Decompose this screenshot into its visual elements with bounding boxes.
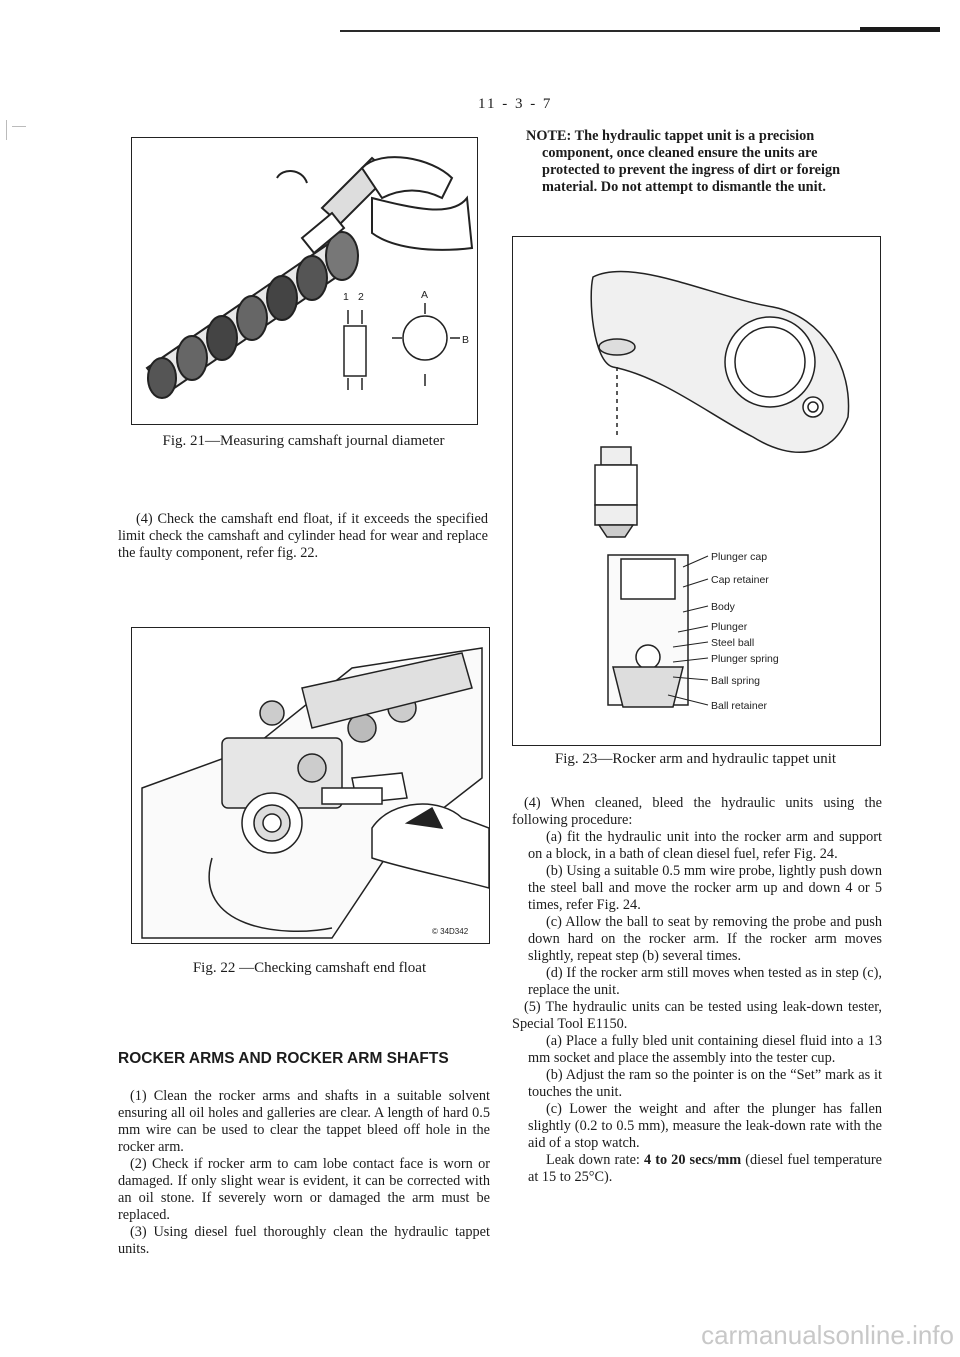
end-float-illustration [132,628,489,943]
note-body: component, once cleaned ensure the units are protected to prevent the ingress of dirt or foreign material. Do not attempt to dismantle the unit. [542,145,841,195]
step-5a: (a) Place a fully bled unit containing diesel fluid into a 13 mm socket and place the assembly into the tester cup. [528,1033,882,1066]
note-block [526,128,871,196]
camshaft-measuring-illustration [132,138,477,424]
step-5: (5) The hydraulic units can be tested using leak-down tester, Special Tool E1150. [512,999,882,1032]
step-4: (4) When cleaned, bleed the hydraulic units using the following procedure: [512,795,882,828]
fig23-caption: Fig. 23—Rocker arm and hydraulic tappet unit [554,751,837,767]
part-cap-retainer: Cap retainer [711,574,769,586]
footer-watermark: carmanualsonline.info [701,1320,954,1350]
margin-mark [6,120,7,140]
figure-23 [512,236,881,746]
part-plunger-spring: Plunger spring [711,653,779,665]
figure-21 [131,137,478,425]
bleed-procedure [512,795,882,1186]
left-paragraph-4: (4) Check the camshaft end float, if it exceeds the specified limit check the camshaft and cylinder head for wear and replace the faulty component, refer fig. 22. [118,511,488,561]
fig21-caption: Fig. 21—Measuring camshaft journal diameter [162,433,445,449]
part-body: Body [711,601,735,613]
label-1: 1 [343,291,349,303]
step-4a: (a) fit the hydraulic unit into the rocker arm and support on a block, in a bath of clean diesel fuel, refer Fig. 24. [528,829,882,862]
section-heading: ROCKER ARMS AND ROCKER ARM SHAFTS [118,1050,449,1067]
part-steel-ball: Steel ball [711,637,755,649]
label-2: 2 [358,291,364,303]
part-plunger-cap: Plunger cap [711,551,768,563]
step-5b: (b) Adjust the ram so the pointer is on the “Set” mark as it touches the unit. [528,1067,882,1100]
rocker-step-1: (1) Clean the rocker arms and shafts in a suitable solvent ensuring all oil holes and galleries are clear. A length of hard 0.5 mm wire can be used to clear the tappet bleed off hole in the rocker arm. [118,1088,490,1155]
fig22-caption: Fig. 22 —Checking camshaft end float [192,960,427,976]
top-rule [340,30,940,32]
part-ball-spring: Ball spring [711,675,761,687]
figure-22 [131,627,490,944]
rocker-step-3: (3) Using diesel fuel thoroughly clean the hydraulic tappet units. [118,1224,490,1257]
leak-rate-line [512,1152,882,1186]
leak-value: 4 to 20 secs/mm [643,1152,742,1168]
rocker-arm-tappet-illustration [513,237,880,745]
rocker-steps [118,1088,490,1258]
label-b: B [462,334,470,346]
top-rule-thick [860,27,940,32]
leak-prefix: Leak down rate: [546,1152,644,1168]
leak-suffix: (diesel fuel temperature at 15 to 25°C). [528,1152,883,1185]
step-4c: (c) Allow the ball to seat by removing the probe and push down hard on the rocker arm. If the rocker arm moves slightly, repeat step (b) several times. [528,914,882,964]
note-head: NOTE: The hydraulic tappet unit is a precision [526,128,815,144]
part-ball-retainer: Ball retainer [711,700,768,712]
part-plunger: Plunger [711,621,748,633]
label-a: A [421,289,429,301]
step-4d: (d) If the rocker arm still moves when tested as in step (c), replace the unit. [528,965,882,998]
step-4b: (b) Using a suitable 0.5 mm wire probe, lightly push down the steel ball and move the rocker arm up and down 4 or 5 times, refer Fig. 24. [528,863,882,913]
margin-mark [12,126,26,127]
rocker-step-2: (2) Check if rocker arm to cam lobe contact face is worn or damaged. If only slight wear is evident, it can be corrected with an oil stone. If severely worn or damaged the arm must be replaced. [118,1156,490,1223]
step-5c: (c) Lower the weight and after the plunger has fallen slightly (0.2 to 0.5 mm), measure the leak-down rate with the aid of a stop watch. [528,1101,882,1151]
page-number: 11 - 3 - 7 [478,96,553,112]
figure-code: © 34D342 [432,927,469,936]
